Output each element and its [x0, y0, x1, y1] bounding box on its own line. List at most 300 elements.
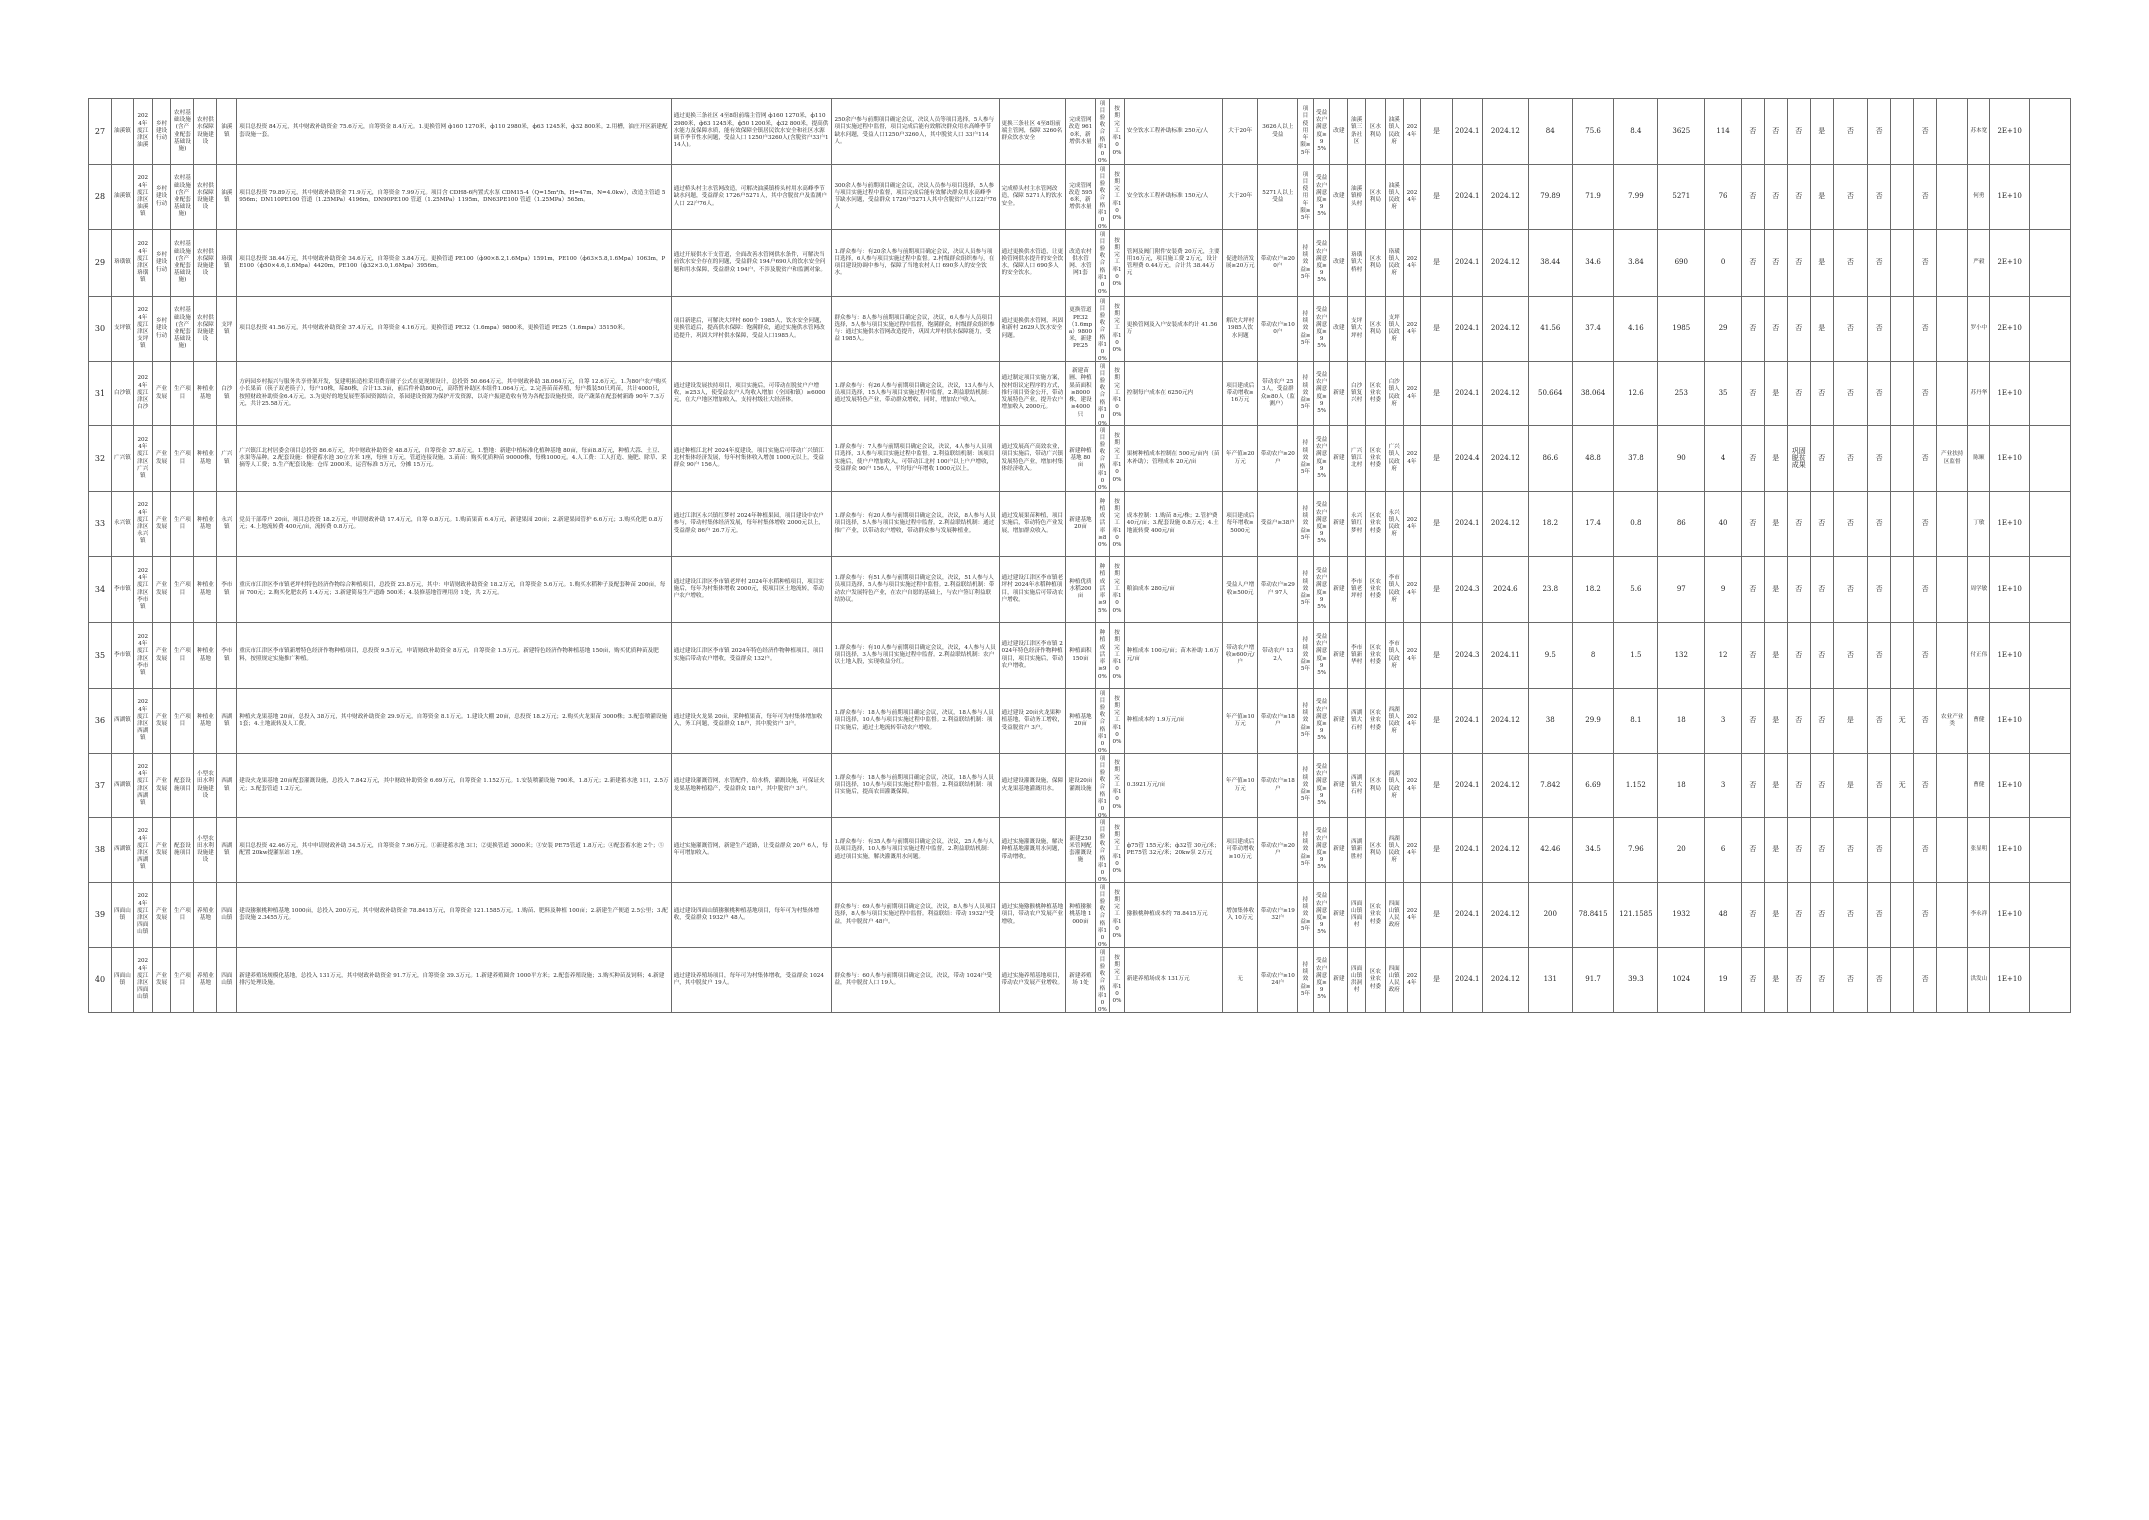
cell-text: 生产项目: [174, 713, 191, 727]
cell-text: 猕猴桃种植成本约 78.8415万元: [1126, 911, 1208, 918]
batch-cell: [133, 99, 152, 165]
cell-text: 2024.12: [1490, 258, 1520, 267]
cell-text: 项目总投资 41.56万元，其中财政补助资金 37.4万元，自筹资金 4.16万元。更换管道 PE32（1.6mpa）9800米，更换管道 PE25（1.6mpa）35150米。: [239, 325, 629, 332]
cell-text: 西湖镇: [221, 778, 233, 792]
plan-flag-cell: [1421, 883, 1452, 948]
flag-cell: [1891, 492, 1914, 557]
output-quality-cell: [1095, 362, 1110, 426]
cell-text: 是: [1818, 258, 1826, 267]
social-benefit-cell: [1258, 426, 1298, 492]
fiscal-funds-cell: [1572, 426, 1614, 492]
cell-text: 按期完工率100%: [1112, 824, 1122, 874]
cell-text: 1.群众参与：有26人参与前期项目确定会议，决议，13人参与人员项目选择，15人参与项目实施过程中监督。2.利益联结机制：通过发展特色产业，带动群众增收，同时，增加农户收入。: [834, 382, 994, 404]
blank-cell: [2029, 883, 2070, 948]
project-content-cell: [237, 948, 671, 1013]
cell-text: 34.5: [1585, 845, 1601, 854]
performance-goal-cell: [671, 230, 832, 297]
cell-text: 19: [1718, 975, 1728, 984]
flag-cell: [1810, 99, 1833, 165]
cell-text: 75.6: [1585, 126, 1601, 135]
project-content-cell: [237, 230, 671, 297]
cell-text: 按期完工率100%: [1112, 954, 1122, 1004]
cell-text: 区水利局: [1369, 842, 1381, 856]
cell-text: 38.44: [1540, 258, 1561, 267]
cell-text: 否: [1875, 324, 1883, 333]
cell-text: 西湖镇: [114, 781, 131, 788]
cell-text: 新建养殖场成本 131万元: [1126, 976, 1190, 983]
cell-text: 项目验收合格率100%: [1097, 884, 1107, 949]
year-cell: [1403, 426, 1421, 492]
cell-text: 西湖镇: [114, 846, 131, 853]
cell-text: 1024: [1672, 975, 1691, 984]
sustainability-cell: [1298, 165, 1314, 230]
end-date-cell: [1482, 623, 1528, 689]
output-quality-cell: [1095, 689, 1110, 754]
cell-text: 否: [1818, 975, 1826, 984]
project-kind-cell: [194, 883, 217, 948]
cell-text: 39.3: [1628, 975, 1644, 984]
table-row: [89, 99, 2071, 165]
cell-text: 珞璜镇: [114, 259, 131, 266]
flag-cell: [1868, 818, 1891, 883]
flag-cell: [1764, 557, 1787, 623]
batch-cell: [133, 492, 152, 557]
cell-text: 通过实施猕猴桃种植基地项目，带动农户发展产业增收。: [1001, 904, 1064, 925]
cell-text: 1E+10: [1997, 192, 2022, 201]
place-cell: [1348, 818, 1366, 883]
plan-flag-cell: [1421, 754, 1452, 818]
cell-text: 受益农户满意度≥95%: [1316, 502, 1328, 545]
flag-cell: [1891, 948, 1914, 1013]
flag-cell: [1764, 297, 1787, 362]
cell-text: 否: [1749, 126, 1757, 135]
project-table: [88, 98, 2071, 1013]
flag-cell: [1891, 426, 1914, 492]
cell-text: 2024.1: [1455, 192, 1480, 201]
flag-cell: [1868, 362, 1891, 426]
output-timeliness-cell: [1110, 362, 1125, 426]
cell-text: 西湖镇人民政府: [1388, 771, 1400, 799]
cell-text: 否: [1875, 388, 1883, 397]
output-quantity-cell: [1066, 492, 1095, 557]
output-quality-cell: [1095, 623, 1110, 689]
flag-cell: [1787, 165, 1810, 230]
cell-text: 生产项目: [174, 972, 191, 986]
implementing-unit-cell: [1385, 426, 1403, 492]
remark-cell: [1937, 426, 1968, 492]
cell-text: 项目新建后，可解决大坪村 600个 1985人，饮水安全问题，更换管道后，提高供水保障：饱满群众，通过实施供水管网改造提升，巩固大坪村供水保障，受益人口1985人。: [673, 318, 826, 339]
cell-text: 否: [1875, 650, 1883, 659]
cost-indicator-cell: [1124, 557, 1222, 623]
sustainability-cell: [1298, 297, 1314, 362]
output-timeliness-cell: [1110, 754, 1125, 818]
flag-cell: [1833, 818, 1867, 883]
cell-text: 乡村建设行动: [155, 318, 168, 339]
output-quality-cell: [1095, 818, 1110, 883]
remark-cell: [1937, 689, 1968, 754]
benefit-summary-cell: [999, 883, 1066, 948]
competent-department-cell: [1365, 426, 1385, 492]
flag-cell: [1810, 230, 1833, 297]
cell-text: 生产项目: [174, 582, 191, 596]
poor-beneficiary-cell: [1705, 99, 1742, 165]
flag-cell: [1914, 689, 1937, 754]
economic-benefit-cell: [1222, 883, 1258, 948]
cell-text: 区农业农村委: [1369, 578, 1381, 600]
cell-text: 产业发展: [155, 972, 168, 986]
cell-text: 2024年度江津区广兴镇: [137, 436, 149, 479]
project-type-cell: [152, 230, 171, 297]
build-type-cell: [1330, 426, 1348, 492]
cell-text: 新建: [1333, 520, 1345, 527]
cell-text: 2024.1: [1455, 258, 1480, 267]
cell-text: 是: [1432, 519, 1440, 528]
cell-text: 区水利局: [1369, 321, 1381, 335]
cell-text: 2024年: [1406, 189, 1418, 203]
cell-text: 2024.3: [1455, 650, 1480, 659]
location-town-cell: [217, 230, 237, 297]
flag-cell: [1741, 754, 1764, 818]
cell-text: 持续效益≥5年: [1300, 244, 1311, 280]
flag-cell: [1914, 426, 1937, 492]
subtype-cell: [171, 426, 194, 492]
beneficiary-count-cell: [1658, 297, 1705, 362]
cell-text: 否: [1875, 192, 1883, 201]
cell-text: 持续效益≥5年: [1300, 310, 1311, 346]
phone-cell: [1990, 99, 2030, 165]
cell-text: 种植优质水稻200亩: [1069, 578, 1092, 600]
end-date-cell: [1482, 557, 1528, 623]
competent-department-cell: [1365, 883, 1385, 948]
cost-indicator-cell: [1124, 99, 1222, 165]
contact-cell: [1968, 883, 1990, 948]
row-index: [89, 557, 112, 623]
blank-cell: [2029, 492, 2070, 557]
benefit-mechanism-cell: [832, 754, 999, 818]
cell-text: 通过建设四面山镇猕猴桃种植基地项目，每年可为村集体增收，受益群众 1932户 48人。: [673, 907, 820, 921]
town-cell: [111, 557, 133, 623]
cell-text: 白沙镇人民政府: [1388, 379, 1400, 407]
cell-text: 78.8415: [1578, 910, 1608, 919]
row-index: [89, 297, 112, 362]
competent-department-cell: [1365, 623, 1385, 689]
social-benefit-cell: [1258, 362, 1298, 426]
cell-text: 油溪镇人民政府: [1388, 182, 1400, 211]
cell-text: 2024.1: [1455, 126, 1480, 135]
cell-text: 产业发展: [155, 713, 168, 727]
competent-department-cell: [1365, 362, 1385, 426]
cell-text: 12.6: [1628, 388, 1644, 397]
cell-text: 1E+10: [1997, 650, 2022, 659]
cell-text: 管网及阀门附件安装费 20万元，主要用16万元，项目施工费 2万元，设计管理费 0.44万元，合计共 38.44万元: [1126, 248, 1220, 277]
flag-cell: [1868, 426, 1891, 492]
cell-text: 9: [1720, 584, 1726, 593]
cell-text: 2024.12: [1490, 910, 1520, 919]
cell-text: 建设火龙果基地 20亩配套灌溉设施，总投入 7.842万元，其中财政补助资金 6.69万元，自筹资金 1.152万元。1.安装喷灌设施 790米，1.8万元；2.新建蓄水池 1口，2.5万元；3.配套管道 1.2万元。: [239, 778, 669, 792]
town-cell: [111, 492, 133, 557]
cell-text: 项目总投资 42.46万元，其中申请财政补助 34.5万元，自筹资金 7.96万元。①新建蓄水池 3口；②更换管道 3000米；③安装 PE75管道 1.8万元；④配套蓄水池 2个；⑤配置 20kw提灌泵站 1座。: [239, 842, 665, 856]
cell-text: 否: [1795, 910, 1803, 919]
benefit-mechanism-cell: [832, 492, 999, 557]
project-type-cell: [152, 165, 171, 230]
cell-text: 项目验收合格率100%: [1097, 298, 1107, 363]
build-type-cell: [1330, 557, 1348, 623]
end-date-cell: [1482, 492, 1528, 557]
cell-text: 通过建设 20亩火龙果种植基地，带动务工增收，受益脱贫户 3户。: [1001, 710, 1064, 731]
cell-text: 71.9: [1585, 192, 1601, 201]
cell-text: 完成管网改造 9610米，新增供水量: [1068, 117, 1093, 145]
cell-text: 27: [94, 126, 106, 136]
cell-text: 白沙镇: [114, 389, 131, 396]
cell-text: 农村供水保障设施建设: [197, 248, 214, 277]
economic-benefit-cell: [1222, 230, 1258, 297]
cell-text: 按期完工率100%: [1112, 498, 1122, 548]
cell-text: 否: [1818, 650, 1826, 659]
flag-cell: [1891, 883, 1914, 948]
cell-text: 新建种植基地 80亩: [1069, 447, 1092, 469]
cell-text: 2E+10: [1997, 126, 2022, 135]
flag-cell: [1833, 297, 1867, 362]
cell-text: 否: [1921, 453, 1929, 462]
cell-text: 通过建设江津区李市镇 2024年特色经济作物种植项目，项目实施后带动农户增收，受益群众 132户。: [673, 648, 824, 662]
project-content-cell: [237, 557, 671, 623]
benefit-summary-cell: [999, 99, 1066, 165]
flag-cell: [1810, 623, 1833, 689]
cell-text: 132: [1674, 650, 1688, 659]
cell-text: 项目验收合格率100%: [1097, 363, 1107, 428]
satisfaction-cell: [1313, 689, 1330, 754]
poor-beneficiary-cell: [1705, 230, 1742, 297]
batch-cell: [133, 818, 152, 883]
flag-cell: [1810, 948, 1833, 1013]
project-type-cell: [152, 883, 171, 948]
economic-benefit-cell: [1222, 948, 1258, 1013]
performance-goal-cell: [671, 883, 832, 948]
cell-text: 产业发展: [155, 582, 168, 596]
cell-text: 带动农户≥29户 97人: [1260, 582, 1295, 596]
subtype-cell: [171, 818, 194, 883]
contact-cell: [1968, 689, 1990, 754]
cell-text: 新建: [1333, 911, 1345, 918]
cell-text: 新建养殖场 1处: [1069, 972, 1092, 986]
cell-text: 配套设施项目: [174, 842, 191, 856]
flag-cell: [1741, 948, 1764, 1013]
cell-text: 否: [1846, 650, 1854, 659]
cell-text: 支坪镇: [114, 325, 131, 332]
flag-cell: [1833, 426, 1867, 492]
remark-cell: [1937, 362, 1968, 426]
cell-text: 1E+10: [1997, 910, 2022, 919]
cell-text: 29.9: [1585, 716, 1601, 725]
cell-text: 76: [1718, 192, 1728, 201]
year-cell: [1403, 492, 1421, 557]
output-quantity-cell: [1066, 297, 1095, 362]
output-quantity-cell: [1066, 623, 1095, 689]
remark-cell: [1937, 818, 1968, 883]
cell-text: 是: [1432, 453, 1440, 462]
cell-text: 区农业农村委: [1369, 513, 1381, 534]
flag-cell: [1891, 818, 1914, 883]
cell-text: 通过实施灌溉设施，解决种植基地灌溉用水问题，带动增收。: [1001, 839, 1064, 860]
flag-cell: [1891, 557, 1914, 623]
cell-text: 是: [1818, 126, 1826, 135]
row-index: [89, 623, 112, 689]
benefit-summary-cell: [999, 754, 1066, 818]
build-type-cell: [1330, 623, 1348, 689]
competent-department-cell: [1365, 492, 1385, 557]
cell-text: 2024年度江津区四面山镇: [137, 893, 149, 936]
table-row: [89, 557, 2071, 623]
sustainability-cell: [1298, 230, 1314, 297]
flag-cell: [1764, 689, 1787, 754]
cell-text: 持续效益≥5年: [1300, 571, 1311, 607]
cell-text: 广兴镇江北村居委会项目总投资 86.6万元，其中财政补助资金 48.8万元，自筹资金 37.8万元。1.整地：新建中植标准化植种基地 80亩，每亩8.8万元，种植大蒜、土豆、水果等品种。2.配套设施：修建蓄水池 30立方米 1座，每座 1万元，管道连接设施。3.苗苗：购买优质种苗 90000株，每株1000元。4.人工费：工人打造、施肥、除草、采摘等人工费；5.生产配套设施：仓库 2000米，运营标准 5万元，分摊 15万元。: [239, 447, 667, 469]
cell-text: 通过实施养殖基地项目，带动农户发展产业增收。: [1001, 972, 1064, 986]
fiscal-funds-cell: [1572, 754, 1614, 818]
competent-department-cell: [1365, 818, 1385, 883]
flag-cell: [1764, 99, 1787, 165]
cell-text: 支坪镇大坪村: [1351, 318, 1363, 339]
fiscal-funds-cell: [1572, 689, 1614, 754]
total-investment-cell: [1528, 754, 1572, 818]
row-index: [89, 883, 112, 948]
fiscal-funds-cell: [1572, 99, 1614, 165]
cost-indicator-cell: [1124, 948, 1222, 1013]
cell-text: 36: [94, 716, 106, 726]
benefit-summary-cell: [999, 165, 1066, 230]
cell-text: 永兴镇红梦村: [1351, 513, 1363, 534]
cell-text: 是: [1772, 650, 1780, 659]
contact-cell: [1968, 362, 1990, 426]
output-timeliness-cell: [1110, 99, 1125, 165]
start-date-cell: [1452, 948, 1482, 1013]
implementing-unit-cell: [1385, 623, 1403, 689]
poor-beneficiary-cell: [1705, 492, 1742, 557]
cell-text: 建设猕猴桃种植基地 1000亩，总投入 200万元，其中财政补助资金 78.8415万元，自筹资金 121.1585万元。1.购苗、肥料及种植 100亩；2.新建生产便道 2.5公里；3.配套设施 2.3455万元。: [239, 907, 668, 921]
cell-text: 李市镇人民政府: [1388, 641, 1400, 669]
contact-cell: [1968, 754, 1990, 818]
cell-text: 生产项目: [174, 516, 191, 530]
cell-text: 无: [1237, 976, 1243, 983]
cell-text: 更换管道 PE32（1.6mpa）9800米，新建PE25: [1068, 307, 1093, 350]
flag-cell: [1914, 754, 1937, 818]
output-timeliness-cell: [1110, 557, 1125, 623]
cell-text: 1.152: [1625, 780, 1646, 789]
project-type-cell: [152, 557, 171, 623]
cell-text: 否: [1921, 584, 1929, 593]
cell-text: 小型农田水利设施建设: [197, 771, 214, 799]
project-type-cell: [152, 297, 171, 362]
cell-text: 年产值≥20万元: [1225, 451, 1255, 465]
plan-flag-cell: [1421, 362, 1452, 426]
satisfaction-cell: [1313, 165, 1330, 230]
project-content-cell: [237, 883, 671, 948]
start-date-cell: [1452, 297, 1482, 362]
total-investment-cell: [1528, 623, 1572, 689]
sustainability-cell: [1298, 99, 1314, 165]
competent-department-cell: [1365, 230, 1385, 297]
row-index: [89, 492, 112, 557]
cell-text: 否: [1818, 584, 1826, 593]
cell-text: 2024.12: [1490, 780, 1520, 789]
cell-text: 小型农田水利设施建设: [197, 835, 214, 864]
performance-goal-cell: [671, 948, 832, 1013]
cell-text: 养殖业基地: [197, 972, 214, 986]
cell-text: 新建养殖场规模化基地，总投入 131万元，其中财政补助资金 91.7万元，自筹资金 39.3万元。1.新建养殖圈舍 1000平方米；2.配套养殖设施；3.购买种苗及饲料；4.新建排污处理设施。: [239, 972, 665, 986]
cell-text: 2024年度江津区四面山镇: [137, 958, 149, 1001]
cell-text: 种植成本 100元/亩；苗木补助 1.6万元/亩: [1126, 648, 1219, 662]
cell-text: 否: [1875, 716, 1883, 725]
place-cell: [1348, 230, 1366, 297]
self-funds-cell: [1614, 297, 1658, 362]
batch-cell: [133, 362, 152, 426]
table-row: [89, 165, 2071, 230]
table-row: [89, 818, 2071, 883]
cell-text: 种植成活率≥95%: [1097, 564, 1107, 614]
cell-text: 通过建设养殖场项目，每年可为村集体增收，受益群众 1024户，其中脱贫户 19人。: [673, 972, 824, 986]
cell-text: 2E+10: [1997, 324, 2022, 333]
flag-cell: [1810, 689, 1833, 754]
cell-text: 油溪镇: [114, 193, 131, 200]
cell-text: 否: [1875, 845, 1883, 854]
cell-text: 带动农户≥20户: [1260, 842, 1295, 856]
cell-text: 7.842: [1540, 780, 1561, 789]
row-index: [89, 818, 112, 883]
cell-text: 受益农户满意度≥95%: [1316, 307, 1328, 350]
cell-text: 否: [1921, 650, 1929, 659]
cell-text: 按期完工率100%: [1112, 303, 1122, 353]
flag-cell: [1914, 623, 1937, 689]
flag-cell: [1914, 165, 1937, 230]
cell-text: 否: [1818, 716, 1826, 725]
blank-cell: [2029, 99, 2070, 165]
social-benefit-cell: [1258, 948, 1298, 1013]
cell-text: 按期完工率100%: [1112, 695, 1122, 745]
cell-text: 区农业农村委: [1369, 382, 1381, 404]
beneficiary-count-cell: [1658, 623, 1705, 689]
cell-text: 受益农户满意度≥95%: [1316, 958, 1328, 1001]
cell-text: 否: [1818, 388, 1826, 397]
beneficiary-count-cell: [1658, 689, 1705, 754]
subtype-cell: [171, 948, 194, 1013]
flag-cell: [1868, 230, 1891, 297]
total-investment-cell: [1528, 492, 1572, 557]
cell-text: 项目使用年限≥5年: [1300, 171, 1311, 221]
table-row: [89, 362, 2071, 426]
implementing-unit-cell: [1385, 557, 1403, 623]
cell-text: 果树种植成本控制在 500元/亩内（苗木补助）；管理成本 20元/亩: [1126, 451, 1220, 465]
cell-text: 油溪镇桥头村: [1351, 186, 1363, 207]
benefit-mechanism-cell: [832, 557, 999, 623]
cell-text: 否: [1921, 519, 1929, 528]
cell-text: 西湖镇: [221, 842, 233, 856]
total-investment-cell: [1528, 99, 1572, 165]
plan-flag-cell: [1421, 623, 1452, 689]
cell-text: 否: [1795, 126, 1803, 135]
row-index: [89, 754, 112, 818]
cell-text: 曹健: [1973, 781, 1985, 788]
table-row: [89, 754, 2071, 818]
cell-text: 受益农户满意度≥95%: [1316, 828, 1328, 871]
cell-text: 37: [94, 780, 106, 790]
cell-text: 永兴镇: [114, 520, 131, 527]
cell-text: 区水利局: [1369, 255, 1381, 269]
social-benefit-cell: [1258, 557, 1298, 623]
cell-text: 西湖镇新胜村: [1351, 839, 1363, 860]
cell-text: 通过建设灌溉管网，水管配件，给水桥，灌溉设施，可保证火龙果基地种植稳产，受益群众 18户，其中脱贫户 3户。: [673, 778, 825, 792]
cell-text: 48: [1718, 910, 1728, 919]
phone-cell: [1990, 362, 2030, 426]
